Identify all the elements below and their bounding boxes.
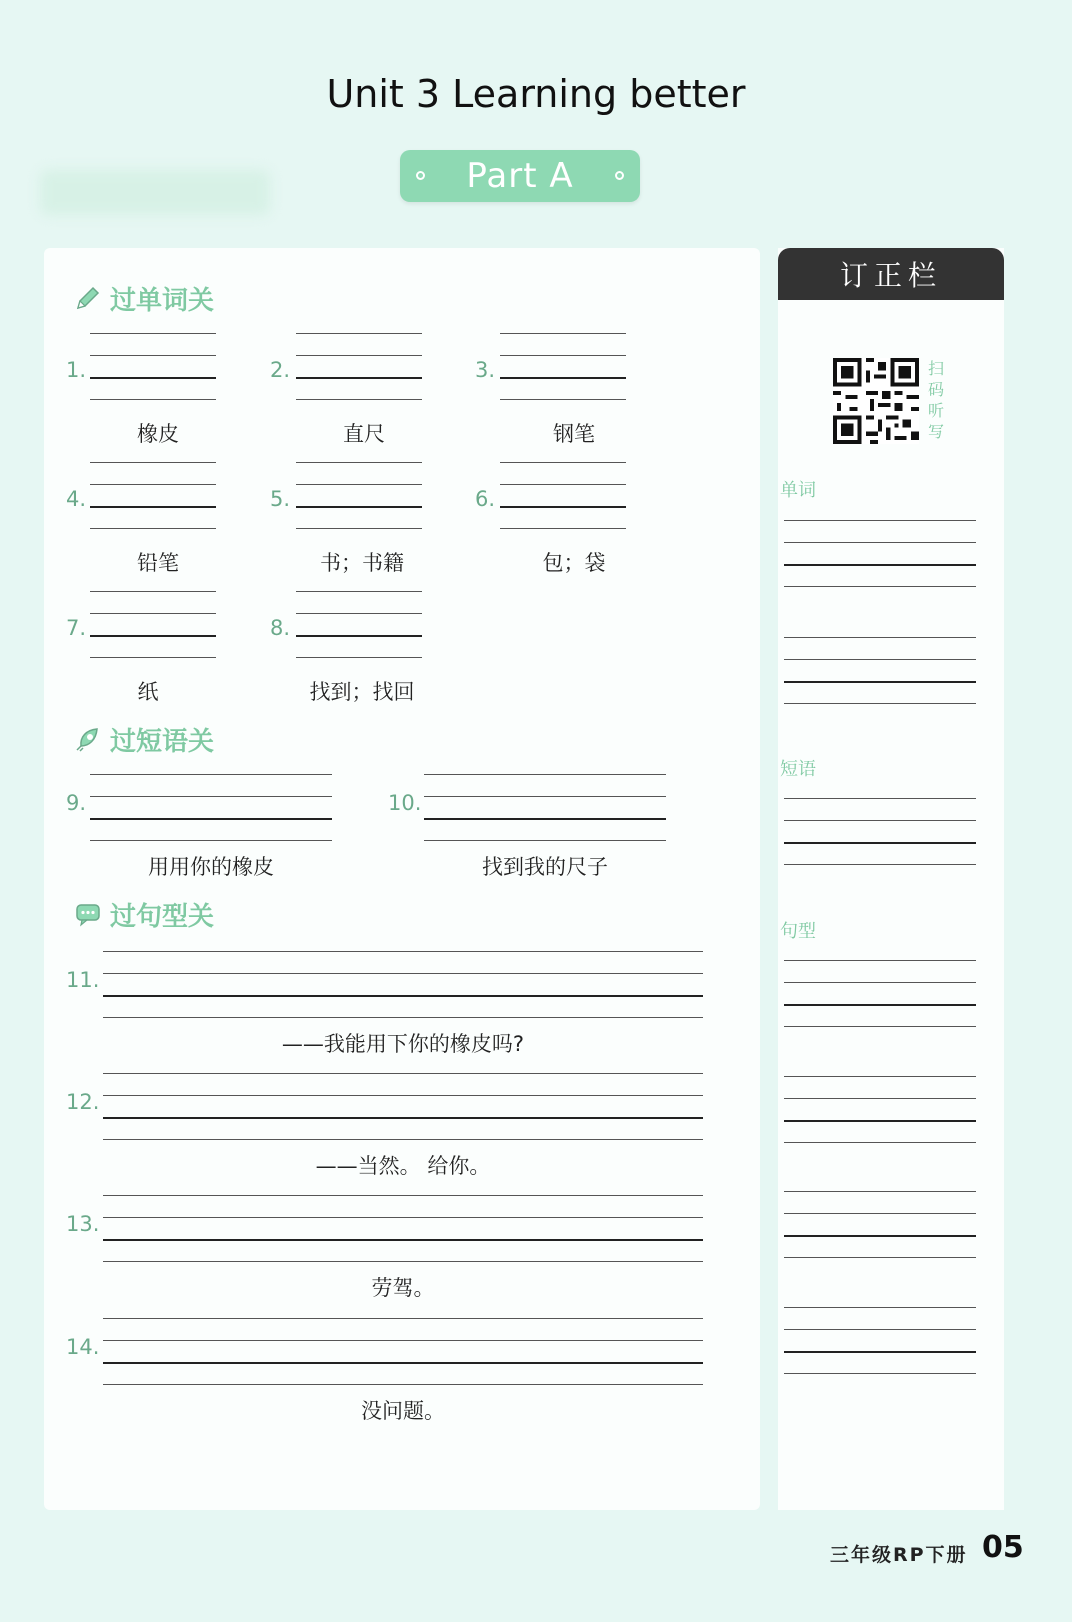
- item-number: 6.: [475, 487, 496, 511]
- sidebar-label-sentences: 句型: [780, 921, 816, 942]
- item-number: 14.: [66, 1335, 100, 1359]
- banner-dot-right: [615, 171, 624, 180]
- writing-lines[interactable]: [103, 1073, 703, 1143]
- decorative-blur: [40, 170, 270, 215]
- sidebar-label-phrases: 短语: [780, 759, 816, 780]
- writing-lines[interactable]: [90, 462, 216, 532]
- correction-header: 订正栏: [778, 248, 1004, 300]
- item-number: 4.: [66, 487, 87, 511]
- item-number: 5.: [270, 487, 291, 511]
- item-hint: 纸: [137, 680, 159, 704]
- writing-lines[interactable]: [500, 333, 626, 403]
- section-title-sentences: 过句型关: [110, 901, 215, 932]
- section-header-phrases: [74, 722, 214, 756]
- pencil-icon: [74, 284, 102, 312]
- item-number: 11.: [66, 968, 100, 992]
- sidebar-label-words: 单词: [780, 480, 816, 501]
- item-hint: 铅笔: [137, 551, 179, 575]
- item-number: 3.: [475, 358, 496, 382]
- item-hint: 钢笔: [553, 422, 595, 446]
- correction-lines-words-2[interactable]: [784, 637, 976, 707]
- writing-lines[interactable]: [500, 462, 626, 532]
- item-number: 7.: [66, 616, 87, 640]
- item-number: 1.: [66, 358, 87, 382]
- writing-lines[interactable]: [103, 951, 703, 1021]
- part-label: Part A: [466, 156, 574, 196]
- writing-lines[interactable]: [90, 774, 332, 844]
- part-banner: [400, 150, 640, 202]
- writing-lines[interactable]: [424, 774, 666, 844]
- unit-title: Unit 3 Learning better: [326, 72, 746, 116]
- writing-lines[interactable]: [103, 1195, 703, 1265]
- correction-lines-sentences-1[interactable]: [784, 960, 976, 1030]
- item-number: 13.: [66, 1212, 100, 1236]
- item-hint: 找到；找回: [309, 680, 415, 704]
- writing-lines[interactable]: [296, 462, 422, 532]
- item-hint: 橡皮: [137, 422, 179, 446]
- item-hint: 书；书籍: [320, 551, 404, 575]
- item-number: 2.: [270, 358, 291, 382]
- item-hint: 用用你的橡皮: [148, 855, 274, 879]
- writing-lines[interactable]: [90, 333, 216, 403]
- correction-lines-sentences-3[interactable]: [784, 1191, 976, 1261]
- writing-lines[interactable]: [296, 591, 422, 661]
- section-header-sentences: [74, 897, 214, 931]
- item-number: 12.: [66, 1090, 100, 1114]
- item-number: 8.: [270, 616, 291, 640]
- qr-code-icon[interactable]: [833, 358, 919, 444]
- writing-lines[interactable]: [296, 333, 422, 403]
- item-hint: ——当然。 给你。: [315, 1154, 491, 1178]
- item-hint: 劳驾。: [371, 1276, 435, 1300]
- banner-dot-left: [416, 171, 425, 180]
- grade-label: 三年级RP下册: [830, 1544, 968, 1566]
- item-number: 9.: [66, 791, 87, 815]
- item-hint: ——我能用下你的橡皮吗?: [281, 1032, 525, 1056]
- item-number: 10.: [388, 791, 422, 815]
- item-hint: 包；袋: [542, 551, 606, 575]
- rocket-icon: [74, 725, 102, 753]
- section-title-words: 过单词关: [110, 285, 215, 316]
- chat-icon: [74, 900, 102, 928]
- page-number: 05: [982, 1530, 1024, 1565]
- correction-lines-sentences-2[interactable]: [784, 1076, 976, 1146]
- section-title-phrases: 过短语关: [110, 726, 215, 757]
- correction-lines-phrases[interactable]: [784, 798, 976, 868]
- writing-lines[interactable]: [90, 591, 216, 661]
- item-hint: 没问题。: [361, 1399, 445, 1423]
- writing-lines[interactable]: [103, 1318, 703, 1388]
- section-header-words: [74, 281, 214, 315]
- correction-lines-sentences-4[interactable]: [784, 1307, 976, 1377]
- item-hint: 找到我的尺子: [482, 855, 608, 879]
- scan-dictation-label: 扫码听写: [928, 359, 945, 441]
- correction-lines-words-1[interactable]: [784, 520, 976, 590]
- item-hint: 直尺: [343, 422, 385, 446]
